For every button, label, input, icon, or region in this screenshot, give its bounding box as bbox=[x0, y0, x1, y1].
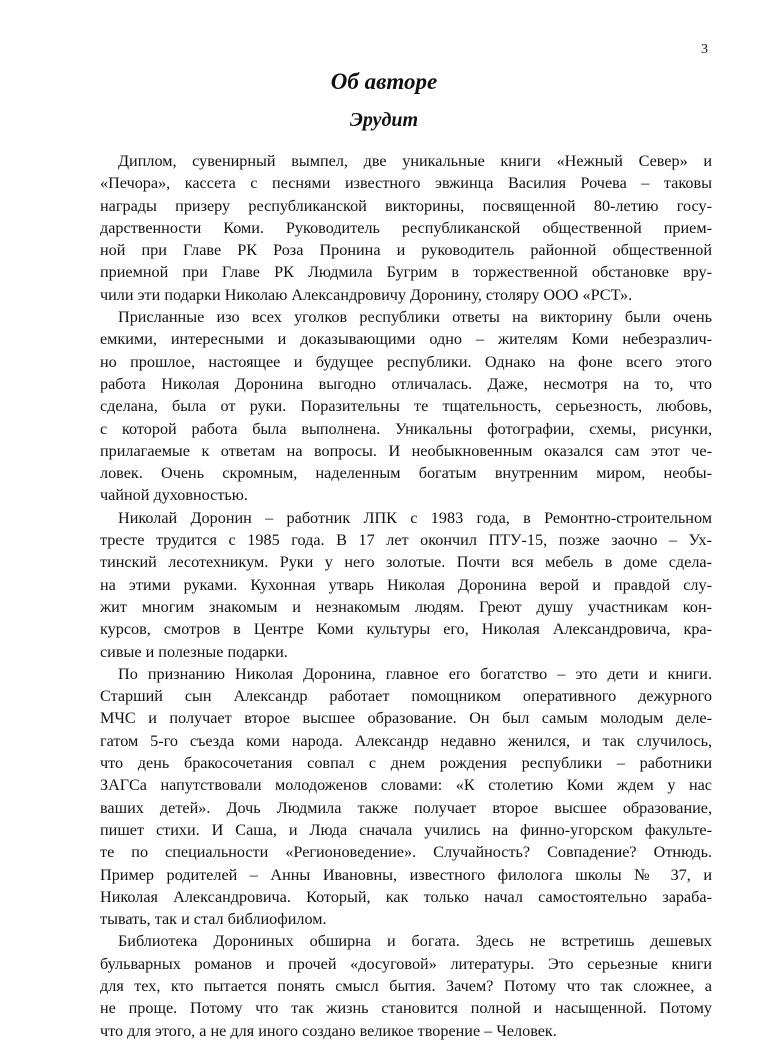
text-line: тресте трудится с 1985 года. В 17 лет окончил ПТУ-15, позже заочно – Ух- bbox=[100, 531, 712, 550]
text-line: Диплом, сувенирный вымпел, две уникальные книги «Нежный Север» и bbox=[118, 152, 712, 170]
text-line: гатом 5-го съезда коми народа. Александр недавно женился, и так случилось, bbox=[100, 731, 712, 750]
text-line: По признанию Николая Доронина, главное его богатство – это дети и книги. bbox=[118, 664, 712, 683]
text-line: ЗАГСа напутствовали молодоженов словами: «К столетию Коми ждем у нас bbox=[100, 776, 712, 795]
text-line: ной при Главе РК Роза Пронина и руководитель районной общественной bbox=[100, 241, 712, 260]
text-line: чили эти подарки Николаю Александровичу Доронину, столяру ООО «РСТ». bbox=[100, 285, 633, 304]
text-line: работа Николая Доронина выгодно отличалась. Даже, несмотря на то, что bbox=[100, 374, 712, 393]
text-line: Николай Доронин – работник ЛПК с 1983 года, в Ремонтно-строительном bbox=[118, 508, 712, 527]
text-line: награды призеру республиканской викторины, посвященной 80-летию госу- bbox=[100, 196, 712, 215]
text-line: жит многим знакомым и незнакомым людям. Греют душу участникам кон- bbox=[100, 597, 712, 616]
text-line: дарственности Коми. Руководитель республиканской общественной прием- bbox=[100, 218, 712, 237]
page-number: 3 bbox=[701, 42, 708, 57]
text-line: приемной при Главе РК Людмила Бугрим в торжественной обстановке вру- bbox=[100, 263, 712, 282]
text-line: Присланные изо всех уголков республики ответы на викторину были очень bbox=[118, 308, 712, 327]
text-line: для тех, кто пытается понять смысл бытия. Зачем? Потому что так сложнее, а bbox=[100, 976, 712, 995]
text-line: сивые и полезные подарки. bbox=[100, 642, 288, 661]
text-line: что день бракосочетания совпал с днем рождения республики – работники bbox=[100, 754, 712, 773]
text-line: бульварных романов и прочей «досуговой» литературы. Это серьезные книги bbox=[100, 954, 712, 973]
text-line: Пример родителей – Анны Ивановны, известного филолога школы № 37, и bbox=[100, 865, 712, 884]
text-line: Старший сын Александр работает помощником оперативного дежурного bbox=[100, 687, 712, 706]
article-title: Об авторе bbox=[330, 69, 438, 94]
article-body bbox=[100, 150, 712, 1042]
text-line: прилагаемые к ответам на вопросы. И необыкновенным оказался сам этот че- bbox=[100, 441, 712, 460]
text-line: ловек. Очень скромным, наделенным богатым внутренним миром, необы- bbox=[100, 464, 712, 483]
text-line: чайной духовностью. bbox=[100, 486, 248, 505]
text-line: курсов, смотров в Центре Коми культуры его, Николая Александровича, кра- bbox=[100, 620, 712, 639]
text-line: «Печора», кассета с песнями известного эвжинца Василия Рочева – таковы bbox=[100, 174, 712, 193]
text-line: емкими, интересными и доказывающими одно – жителям Коми небезразлич- bbox=[100, 330, 712, 349]
text-line: тывать, так и стал библиофилом. bbox=[100, 910, 327, 929]
text-line: но прошлое, настоящее и будущее республики. Однако на фоне всего этого bbox=[100, 352, 712, 371]
text-line: Николая Александровича. Который, как только начал самостоятельно зараба- bbox=[100, 887, 712, 906]
text-line: на этими руками. Кухонная утварь Николая Доронина верой и правдой слу- bbox=[100, 575, 712, 594]
article-subtitle: Эрудит bbox=[349, 109, 419, 131]
text-line: тинский лесотехникум. Руки у него золотые. Почти вся мебель в доме сдела- bbox=[100, 553, 712, 572]
text-line: что для этого, а не для иного создано великое творение – Человек. bbox=[100, 1021, 557, 1040]
text-line: пишет стихи. И Саша, и Люда сначала учились на финно-угорском факульте- bbox=[100, 820, 712, 839]
text-line: сделана, была от руки. Поразительны те тщательность, серьезность, любовь, bbox=[100, 397, 712, 416]
text-line: с которой работа была выполнена. Уникальны фотографии, схемы, рисунки, bbox=[100, 419, 712, 438]
text-line: не проще. Потому что так жизнь становится полной и насыщенной. Потому bbox=[100, 999, 712, 1018]
text-line: ваших детей». Дочь Людмила также получает второе высшее образование, bbox=[100, 798, 712, 817]
text-line: МЧС и получает второе высшее образование. Он был самым молодым деле- bbox=[100, 709, 712, 728]
text-line: Библиотека Дорониных обширна и богата. Здесь не встретишь дешевых bbox=[118, 932, 712, 951]
text-line: те по специальности «Регионоведение». Случайность? Совпадение? Отнюдь. bbox=[100, 843, 712, 862]
